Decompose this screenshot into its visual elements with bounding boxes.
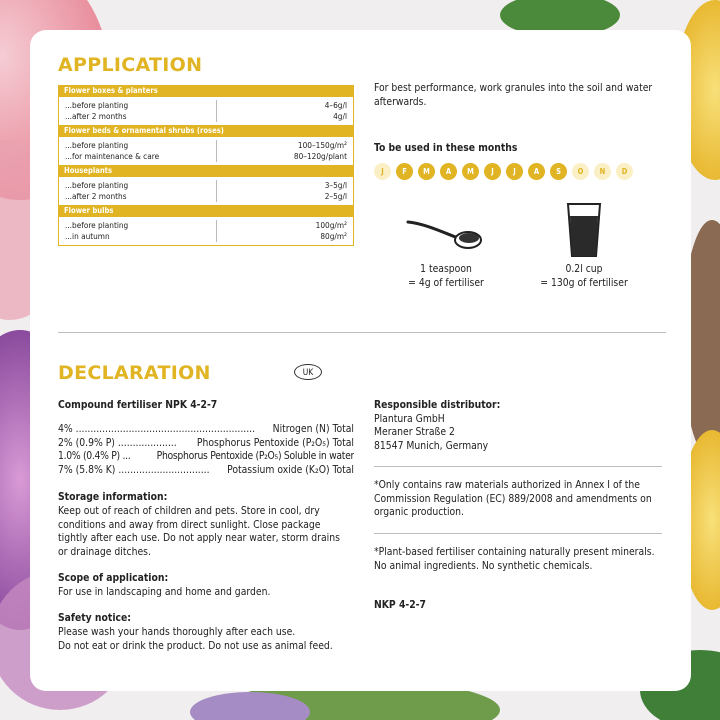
table-row: ...before planting ...after 2 months 4–6g/l 4g/l: [58, 97, 354, 125]
nkp-label: NKP 4-2-7: [374, 599, 426, 611]
month-badge: M: [462, 163, 479, 180]
application-table: [58, 85, 354, 246]
safety-text: Please wash your hands thoroughly after each use. Do not eat or drink the product. Do not use as animal feed.: [58, 626, 333, 652]
content-card: [30, 30, 691, 691]
teaspoon-icon: [406, 214, 486, 254]
nutrient-row: 4% ............................................................. Nitrogen (N) Total: [58, 423, 354, 435]
section-header: Houseplants: [58, 165, 354, 177]
table-row: ...before planting ...in autumn 100g/m² 80g/m²: [58, 217, 354, 246]
performance-note: For best performance, work granules into the soil and water afterwards.: [374, 82, 653, 108]
storage-text: Keep out of reach of children and pets. Store in cool, dry conditions and away from direct sunlight. Close package tightly after each use. Do not apply near water, storm drains or drainage ditches.: [58, 505, 340, 558]
compound-title: Compound fertiliser NPK 4-2-7: [58, 399, 218, 411]
nutrient-row: 7% (5.8% K) ............................... Potassium oxide (K₂O) Total: [58, 463, 354, 476]
nutrient-row: 2% (0.9% P) .................... Phosphorus Pentoxide (P₂O₅) Total: [58, 436, 354, 449]
month-badge: D: [616, 163, 633, 180]
month-badge: J: [374, 163, 391, 180]
nutrient-row: 1.0% (0.4% P) ... Phosphorus Pentoxide (P₂O₅) Soluble in water: [58, 450, 354, 462]
section-header: Flower bulbs: [58, 205, 354, 217]
table-row: ...before planting ...for maintenance & care 100–150g/m² 80–120g/plant: [58, 137, 354, 165]
month-badge: O: [572, 163, 589, 180]
organic-note: *Only contains raw materials authorized in Annex I of the Commission Regulation (EC) 889/2008 and amendments on organic production.: [374, 479, 652, 518]
month-badge: F: [396, 163, 413, 180]
nutrient-list: [58, 423, 354, 477]
scope-title: Scope of application:: [58, 572, 169, 584]
application-title: APPLICATION: [58, 54, 203, 76]
uk-badge: UK: [294, 364, 322, 380]
month-badge: A: [440, 163, 457, 180]
table-row: ...before planting ...after 2 months 3–5g/l 2–5g/l: [58, 177, 354, 205]
section-header: Flower boxes & planters: [58, 85, 354, 97]
month-badge: A: [528, 163, 545, 180]
distributor-block: Responsible distributor: Plantura GmbH Meraner Straße 2 81547 Munich, Germany: [374, 399, 501, 452]
cup-icon: [564, 200, 604, 260]
months-title: To be used in these months: [374, 142, 518, 154]
month-badge: J: [484, 163, 501, 180]
plant-based-note: *Plant-based fertiliser containing naturally present minerals. No animal ingredients. No synthetic chemicals.: [374, 546, 655, 572]
month-indicators: [374, 163, 633, 180]
section-divider: [58, 332, 666, 333]
month-badge: J: [506, 163, 523, 180]
divider: [374, 533, 662, 534]
storage-title: Storage information:: [58, 491, 168, 503]
month-badge: S: [550, 163, 567, 180]
month-badge: N: [594, 163, 611, 180]
safety-title: Safety notice:: [58, 612, 131, 624]
divider: [374, 466, 662, 467]
month-badge: M: [418, 163, 435, 180]
section-header: Flower beds & ornamental shrubs (roses): [58, 125, 354, 137]
cup-caption: 0.2l cup = 130g of fertiliser: [540, 263, 628, 289]
declaration-title: DECLARATION: [58, 362, 211, 384]
teaspoon-caption: 1 teaspoon = 4g of fertiliser: [408, 263, 484, 289]
scope-text: For use in landscaping and home and garden.: [58, 586, 271, 598]
